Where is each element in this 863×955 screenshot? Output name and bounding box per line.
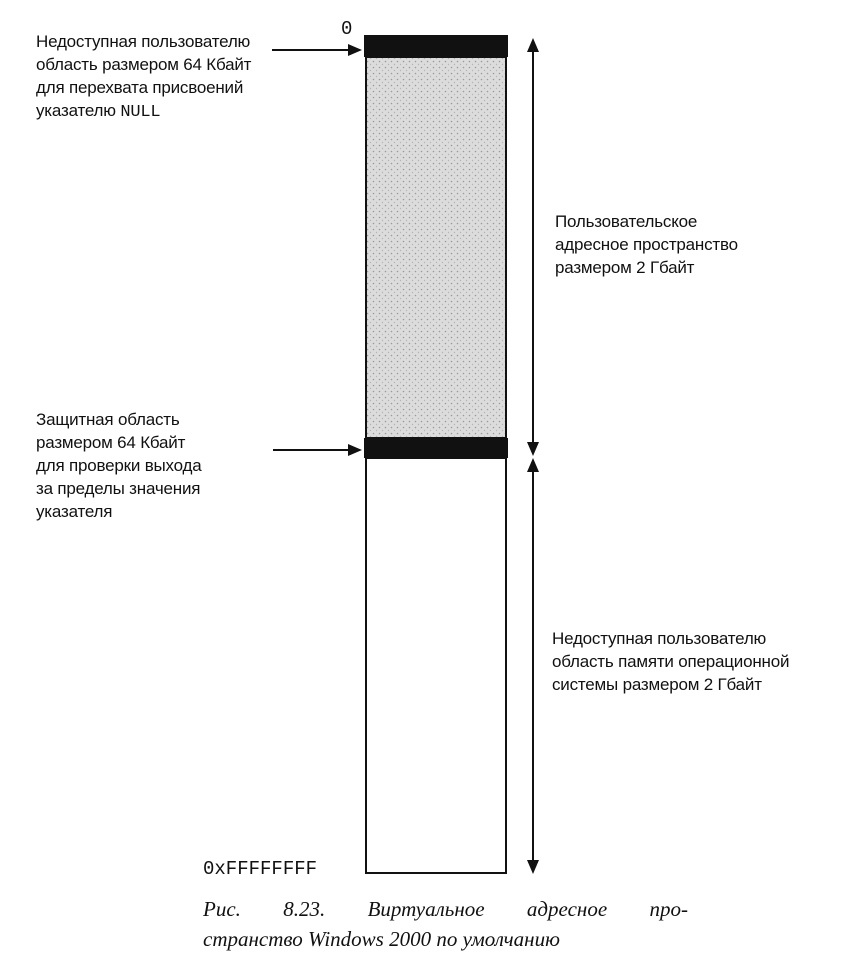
null-region-line [36, 99, 251, 124]
null-region-line: Недоступная пользователю [36, 32, 251, 51]
user-space-line: адресное пространство [555, 235, 738, 254]
null-region-arrow [272, 44, 362, 56]
kernel-space-line: Недоступная пользователю [552, 629, 767, 648]
guard-region-line: указателя [36, 502, 113, 521]
user-space-label [555, 210, 738, 279]
guard-region-line: размером 64 Кбайт [36, 433, 186, 452]
address-bottom-label: 0xFFFFFFFF [203, 858, 318, 880]
null-region-line: для перехвата присвоений [36, 78, 244, 97]
guard-region-band [364, 438, 508, 458]
guard-region-line: для проверки выхода [36, 456, 202, 475]
kernel-space-line: системы размером 2 Гбайт [552, 675, 762, 694]
null-region-line-prefix: указателю [36, 101, 121, 120]
address-top-label: 0 [341, 18, 353, 40]
null-region-label [36, 30, 251, 124]
kernel-space-block [366, 458, 506, 873]
user-space-block [366, 57, 506, 438]
null-region-band [364, 35, 508, 57]
null-region-line: область размером 64 Кбайт [36, 55, 252, 74]
kernel-space-label [552, 627, 789, 696]
guard-region-line: за пределы значения [36, 479, 201, 498]
null-keyword: NULL [120, 103, 161, 122]
caption-line: странство Windows 2000 по умолчанию [203, 927, 560, 951]
user-space-line: размером 2 Гбайт [555, 258, 695, 277]
kernel-space-extent-arrow [527, 458, 539, 874]
kernel-space-line: область памяти операционной [552, 652, 790, 671]
figure-caption [203, 894, 688, 954]
guard-region-line: Защитная область [36, 410, 180, 429]
guard-region-arrow [273, 444, 362, 456]
user-space-line: Пользовательское [555, 212, 698, 231]
caption-line: Рис. 8.23. Виртуальное адресное про- [203, 897, 688, 921]
guard-region-label [36, 408, 202, 523]
user-space-extent-arrow [527, 38, 539, 456]
